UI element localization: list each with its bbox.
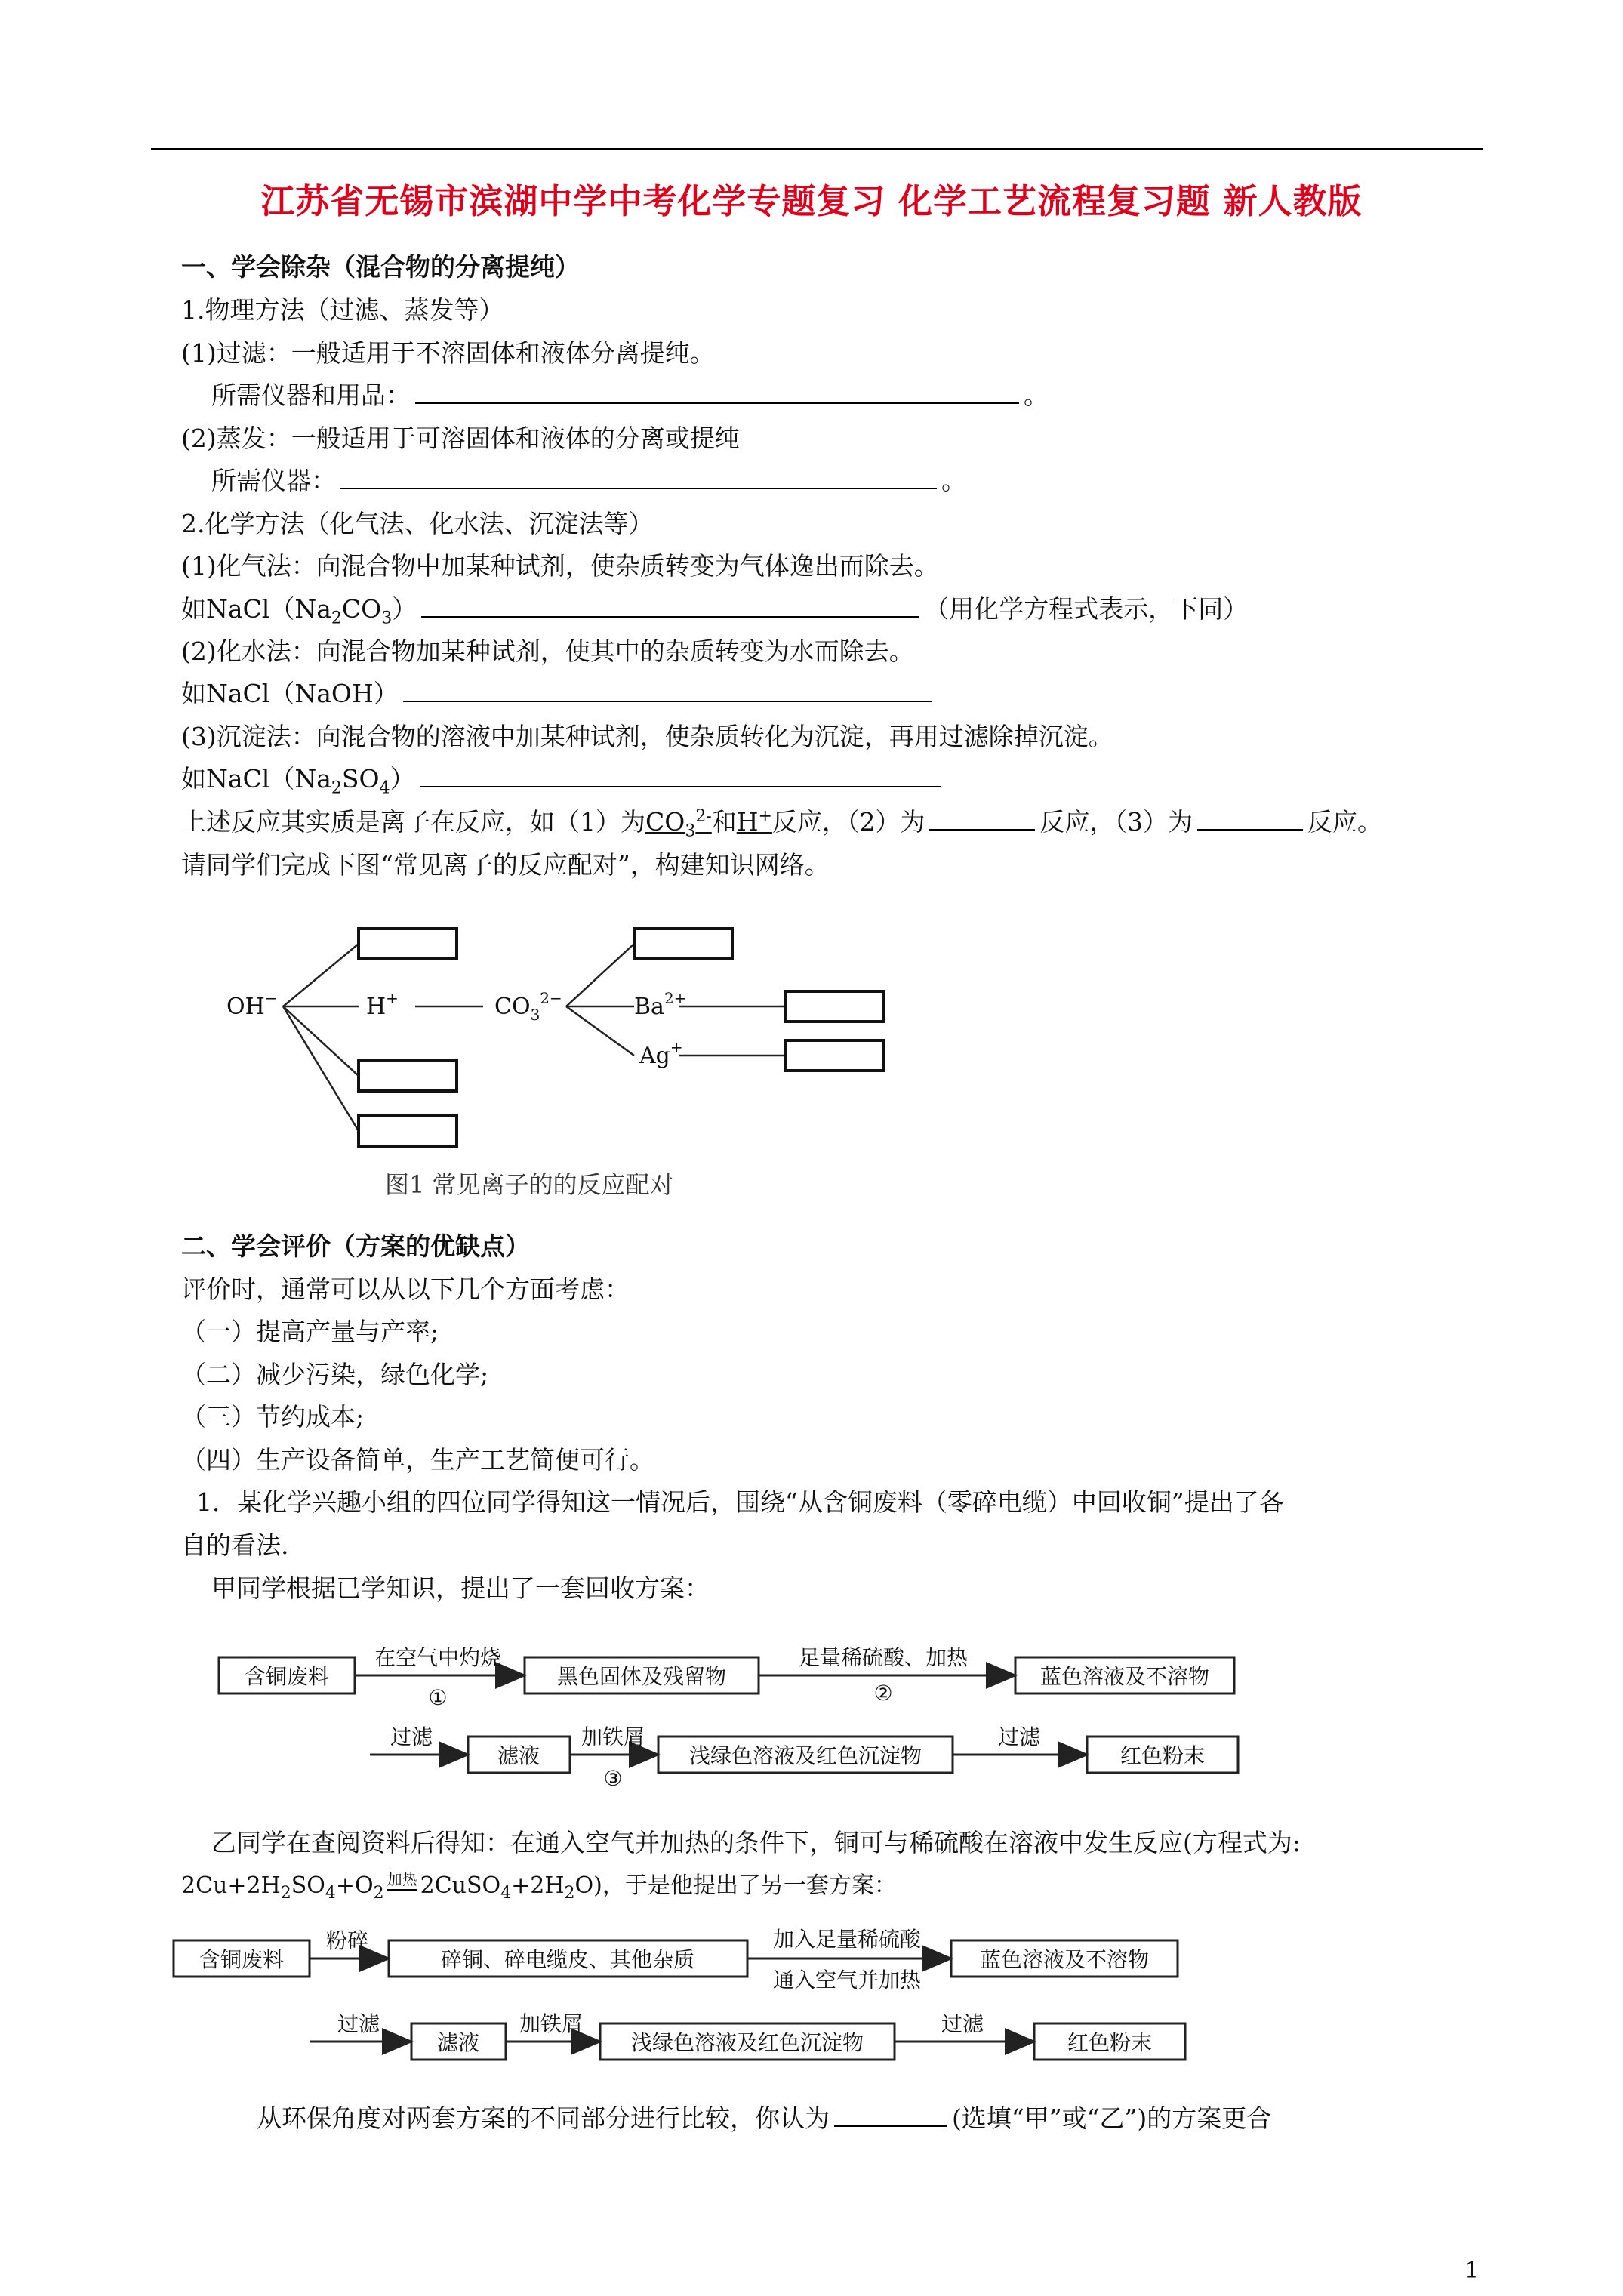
flowB-a2b: 通入空气并加热 xyxy=(772,1968,922,1992)
eq-sub-2: 4 xyxy=(325,1884,336,1903)
ion-pairing-figure xyxy=(181,891,936,1208)
ion-text-c: 反应，（3）为 xyxy=(1039,807,1193,837)
compare-text-a: 从环保角度对两套方案的不同部分进行比较，你认为 xyxy=(257,2103,830,2133)
physical-methods: 1.物理方法（过滤、蒸发等） xyxy=(181,295,504,325)
flowA-n2: ② xyxy=(873,1681,893,1706)
eval-item-3: （三）节约成本; xyxy=(181,1402,365,1432)
eval-intro: 评价时，通常可以从以下几个方面考虑： xyxy=(181,1274,630,1304)
water-method: (2)化水法：向混合物加某种试剂，使其中的杂质转变为水而除去。 xyxy=(181,636,914,666)
jia-intro: 甲同学根据已学知识，提出了一套回收方案： xyxy=(211,1573,710,1603)
flowB-b4: 滤液 xyxy=(436,2030,480,2055)
co3-base: CO xyxy=(645,807,685,837)
example1-note: （用化学方程式表示，下同） xyxy=(924,594,1249,624)
flowA-b2: 黑色固体及残留物 xyxy=(556,1664,727,1689)
evap-need-line: 所需仪器： 。 xyxy=(211,466,966,495)
flowA-a1: 在空气中灼烧 xyxy=(374,1645,502,1670)
flowchart-yi xyxy=(159,1910,1351,2080)
example2-line xyxy=(181,674,936,710)
answer-box-ag[interactable] xyxy=(785,1040,883,1071)
flowA-b4: 滤液 xyxy=(497,1743,540,1768)
eq-sub-5: 2 xyxy=(564,1884,575,1903)
answer-box-oh-3[interactable] xyxy=(359,1116,457,1146)
precipitate-method: (3)沉淀法：向混合物的溶液中加某种试剂，使杂质转化为沉淀，再用过滤除掉沉淀。 xyxy=(181,722,1113,751)
eq-part-c: +O xyxy=(335,1872,374,1899)
filter-need-label: 所需仪器和用品： xyxy=(211,381,411,410)
example3-blank[interactable] xyxy=(420,763,941,787)
example1-post: ） xyxy=(392,594,417,624)
example3-sub2: 4 xyxy=(379,778,390,798)
ion-text-a: 上述反应其实质是离子在反应，如（1）为 xyxy=(181,807,645,837)
flowA-b1: 含铜废料 xyxy=(244,1664,330,1689)
example1-sub2: 3 xyxy=(381,609,393,628)
flowB-a3: 过滤 xyxy=(337,2011,380,2036)
example3-sub: 2 xyxy=(331,778,342,798)
section1-heading: 一、学会除杂（混合物的分离提纯） xyxy=(181,252,580,282)
flowA-n1: ① xyxy=(428,1685,448,1710)
example1-blank[interactable] xyxy=(421,593,919,618)
eq-sub-1: 2 xyxy=(280,1884,291,1903)
document-title: 江苏省无锡市滨湖中学中考化学专题复习 化学工艺流程复习题 新人教版 xyxy=(260,181,1363,221)
filter-need-line: 所需仪器和用品： 。 xyxy=(211,381,1049,410)
answer-box-ba[interactable] xyxy=(785,991,883,1022)
filter-text: (1)过滤：一般适用于不溶固体和液体分离提纯。 xyxy=(181,338,715,368)
co3-sup: 2- xyxy=(695,807,712,826)
eq-part-d: 2CuSO xyxy=(420,1872,501,1899)
eval-item-1: （一）提高产量与产率; xyxy=(181,1317,439,1346)
answer-box-oh-2[interactable] xyxy=(359,1061,457,1091)
example3-mid: SO xyxy=(341,764,380,794)
yi-equation xyxy=(181,1866,897,1903)
example2-label: 如NaCl（NaOH） xyxy=(181,679,399,708)
flowB-a1: 粉碎 xyxy=(325,1928,369,1953)
flowA-n3: ③ xyxy=(603,1766,623,1791)
ion-text-d: 反应。 xyxy=(1307,807,1382,837)
eq-condition: 加热 xyxy=(387,1867,417,1891)
question1-line-b: 自的看法. xyxy=(181,1530,289,1560)
example1-sub: 2 xyxy=(331,609,342,628)
eq-part-f: O)，于是他提出了另一套方案： xyxy=(574,1872,897,1899)
evap-need-label: 所需仪器： xyxy=(211,466,336,495)
co3-sub: 3 xyxy=(685,821,696,841)
example1-line xyxy=(181,590,1248,628)
flowB-b3: 蓝色溶液及不溶物 xyxy=(979,1947,1150,1972)
flowB-b6: 红色粉末 xyxy=(1067,2030,1153,2055)
compare-line xyxy=(257,2099,1271,2134)
ion-text-b: 反应，（2）为 xyxy=(771,807,925,837)
flowA-a2: 足量稀硫酸、加热 xyxy=(798,1645,969,1670)
flowB-a4: 加铁屑 xyxy=(519,2011,584,2036)
answer-box-oh-1[interactable] xyxy=(359,929,457,959)
eq-part-a: 2Cu+2H xyxy=(181,1872,281,1899)
flowchart-jia xyxy=(181,1623,1298,1808)
eq-sub-3: 2 xyxy=(373,1884,384,1903)
eq-sub-4: 4 xyxy=(500,1884,512,1903)
flowA-b6: 红色粉末 xyxy=(1119,1743,1206,1768)
flowB-a2a: 加入足量稀硫酸 xyxy=(772,1927,922,1952)
label-h: H+ xyxy=(366,989,399,1020)
gas-method: (1)化气法：向混合物中加某种试剂，使杂质转变为气体逸出而除去。 xyxy=(181,551,939,581)
section2-heading: 二、学会评价（方案的优缺点） xyxy=(181,1231,530,1261)
ion-and: 和 xyxy=(711,807,737,837)
h-sup: + xyxy=(758,807,772,826)
example1-pre: 如NaCl（Na xyxy=(181,594,331,624)
label-oh: OH− xyxy=(226,989,278,1020)
flowB-a5: 过滤 xyxy=(941,2011,984,2036)
compare-blank[interactable] xyxy=(834,2103,947,2127)
flowA-a4: 加铁屑 xyxy=(581,1724,645,1749)
yi-intro: 乙同学在查阅资料后得知：在通入空气并加热的条件下，铜可与稀硫酸在溶液中发生反应(方程式为: xyxy=(211,1828,1301,1857)
h-base: H xyxy=(736,807,759,837)
figure1-caption: 图1 常见离子的的反应配对 xyxy=(385,1170,674,1199)
flowB-b2: 碎铜、碎电缆皮、其他杂质 xyxy=(440,1947,695,1972)
ion-reaction-line xyxy=(181,803,1382,841)
eq-part-e: +2H xyxy=(511,1872,565,1899)
flowB-b5: 浅绿色溶液及红色沉淀物 xyxy=(630,2030,864,2055)
example2-blank[interactable] xyxy=(403,678,932,702)
eq-part-b: SO xyxy=(291,1872,325,1899)
compare-text-b: (选填“甲”或“乙”)的方案更合 xyxy=(952,2103,1272,2133)
flowA-a5: 过滤 xyxy=(997,1724,1041,1749)
filter-need-blank[interactable] xyxy=(415,380,1019,404)
example3-pre: 如NaCl（Na xyxy=(181,764,331,794)
label-ba: $Ba^{2+}$ xyxy=(634,989,687,1020)
label-co3: $CO_3^{2-}$ xyxy=(494,989,562,1024)
example1-mid: CO xyxy=(341,594,382,624)
flowA-a3: 过滤 xyxy=(390,1724,433,1749)
label-ag: Ag+ xyxy=(639,1038,683,1069)
answer-box-co3[interactable] xyxy=(634,929,732,959)
page-number: 1 xyxy=(1464,2257,1480,2284)
evap-text: (2)蒸发：一般适用于可溶固体和液体的分离或提纯 xyxy=(181,424,740,453)
network-instruction: 请同学们完成下图“常见离子的反应配对”，构建知识网络。 xyxy=(181,850,830,880)
ion-blank-2[interactable] xyxy=(929,806,1035,831)
flowA-b3: 蓝色溶液及不溶物 xyxy=(1039,1664,1210,1689)
flowA-b5: 浅绿色溶液及红色沉淀物 xyxy=(688,1743,922,1768)
example3-post: ） xyxy=(390,764,415,794)
co3-ion xyxy=(645,807,712,841)
flowB-b1: 含铜废料 xyxy=(199,1947,285,1972)
header-rule xyxy=(151,148,1483,150)
eval-item-4: （四）生产设备简单，生产工艺简便可行。 xyxy=(181,1445,654,1475)
h-ion xyxy=(737,807,772,837)
chemical-methods: 2.化学方法（化气法、化水法、沉淀法等） xyxy=(181,509,654,538)
question1-line-a: 1．某化学兴趣小组的四位同学得知这一情况后，围绕“从含铜废料（零碎电缆）中回收铜”提出了各 xyxy=(196,1487,1284,1517)
ion-blank-3[interactable] xyxy=(1197,806,1303,831)
evap-need-blank[interactable] xyxy=(340,465,937,489)
eval-item-2: （二）减少污染，绿色化学; xyxy=(181,1360,489,1389)
example3-line xyxy=(181,760,945,798)
